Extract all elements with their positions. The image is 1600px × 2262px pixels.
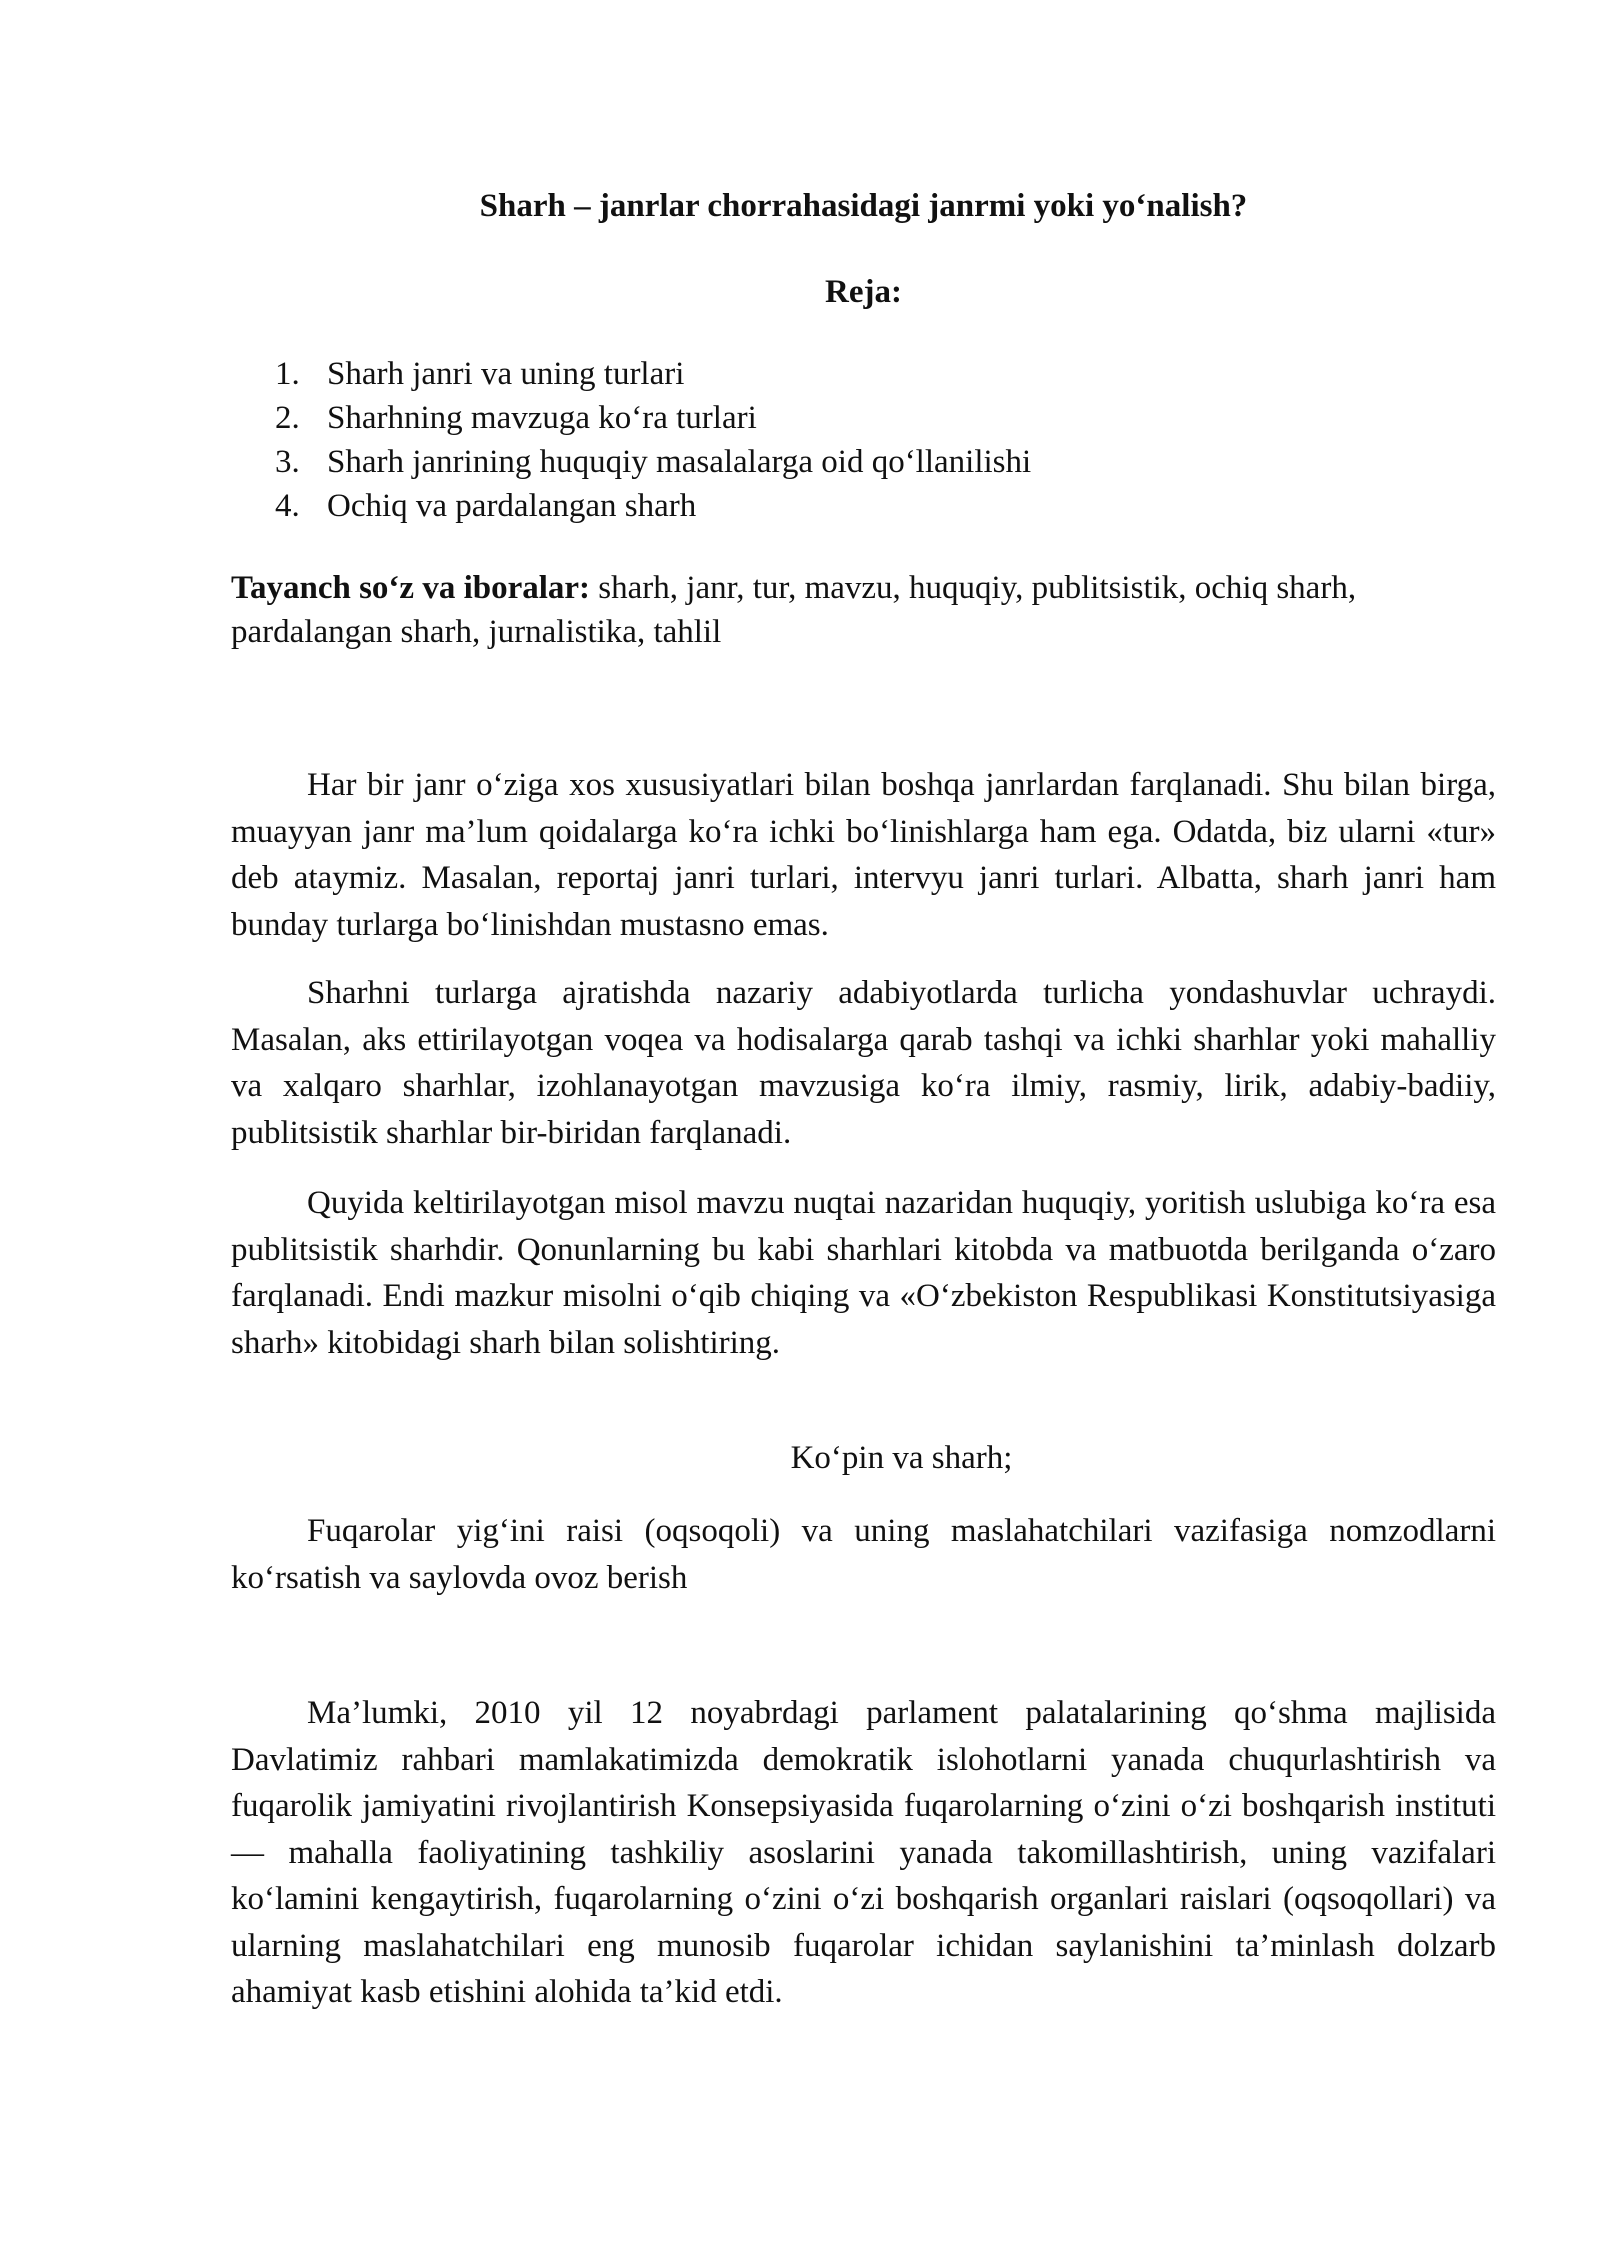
body-paragraph: Har bir janr o‘ziga xos xususiyatlari bilan boshqa janrlardan farqlanadi. Shu bilan birga, muayyan janr ma’lum qoidalarga ko‘ra ichki bo‘linishlarga ham ega. Odatda, biz ularni «tur» deb ataymiz. Masalan, reportaj janri turlari, intervyu janri turlari. Albatta, sharh janri ham bunday turlarga bo‘linishdan mustasno emas. [231, 767, 1496, 943]
plan-item-text: Ochiq va pardalangan sharh [327, 488, 697, 524]
plan-item-number: 4. [275, 488, 300, 524]
plan-item-text: Sharh janri va uning turlari [327, 356, 685, 392]
body-paragraph: Ma’lumki, 2010 yil 12 noyabrdagi parlament palatalarining qo‘shma majlisida Davlatimiz rahbari mamlakatimizda demokratik islohotlarni yanada chuqurlashtirish va fuqarolik jamiyatini rivojlantirish Konsepsiyasida fuqarolarning o‘zini o‘zi boshqarish instituti — mahalla faoliyatining tashkiliy asoslarini yanada takomillashtirish, uning vazifalari ko‘lamini kengaytirish, fuqarolarning o‘zini o‘zi boshqarish organlari raislari (oqsoqollari) va ularning maslahatchilari eng munosib fuqarolar ichidan saylanishini ta’minlash dolzarb ahamiyat kasb etishini alohida ta’kid etdi. [231, 1695, 1496, 2010]
section-subheading: Ko‘pin va sharh; [790, 1440, 1013, 1476]
quote-title: Fuqarolar yig‘ini raisi (oqsoqoli) va uning maslahatchilari vazifasiga nomzodlarni ko‘rsatish va saylovda ovoz berish [231, 1513, 1496, 1596]
keywords-text: sharh, janr, tur, mavzu, huquqiy, publitsistik, ochiq sharh, pardalangan sharh, jurnalistika, tahlil [231, 570, 1357, 650]
keywords-block [231, 566, 1496, 654]
plan-item-number: 1. [275, 356, 300, 392]
page-title: Sharh – janrlar chorrahasidagi janrmi yoki yo‘nalish? [479, 188, 1248, 224]
keywords-label: Tayanch so‘z va iboralar: [231, 570, 591, 606]
plan-list [231, 352, 1031, 528]
plan-heading: Reja: [825, 274, 902, 310]
plan-item [231, 396, 1031, 440]
plan-item [231, 484, 1031, 528]
plan-item [231, 440, 1031, 484]
body-paragraph: Quyida keltirilayotgan misol mavzu nuqtai nazaridan huquqiy, yoritish uslubiga ko‘ra esa publitsistik sharhdir. Qonunlarning bu kabi sharhlari kitobda va matbuotda berilganda o‘zaro farqlanadi. Endi mazkur misolni o‘qib chiqing va «O‘zbekiston Respublikasi Konstitutsiyasiga sharh» kitobidagi sharh bilan solishtiring. [231, 1185, 1496, 1361]
plan-item [231, 352, 1031, 396]
body-paragraph: Sharhni turlarga ajratishda nazariy adabiyotlarda turlicha yondashuvlar uchraydi. Masalan, aks ettirilayotgan voqea va hodisalarga qarab tashqi va ichki sharhlar yoki mahalliy va xalqaro sharhlar, izohlanayotgan mavzusiga ko‘ra ilmiy, rasmiy, lirik, adabiy-badiiy, publitsistik sharhlar bir-biridan farqlanadi. [231, 975, 1496, 1151]
plan-item-number: 2. [275, 400, 300, 436]
plan-item-text: Sharhning mavzuga ko‘ra turlari [327, 400, 757, 436]
plan-item-text: Sharh janrining huquqiy masalalarga oid qo‘llanilishi [327, 444, 1032, 480]
plan-item-number: 3. [275, 444, 300, 480]
